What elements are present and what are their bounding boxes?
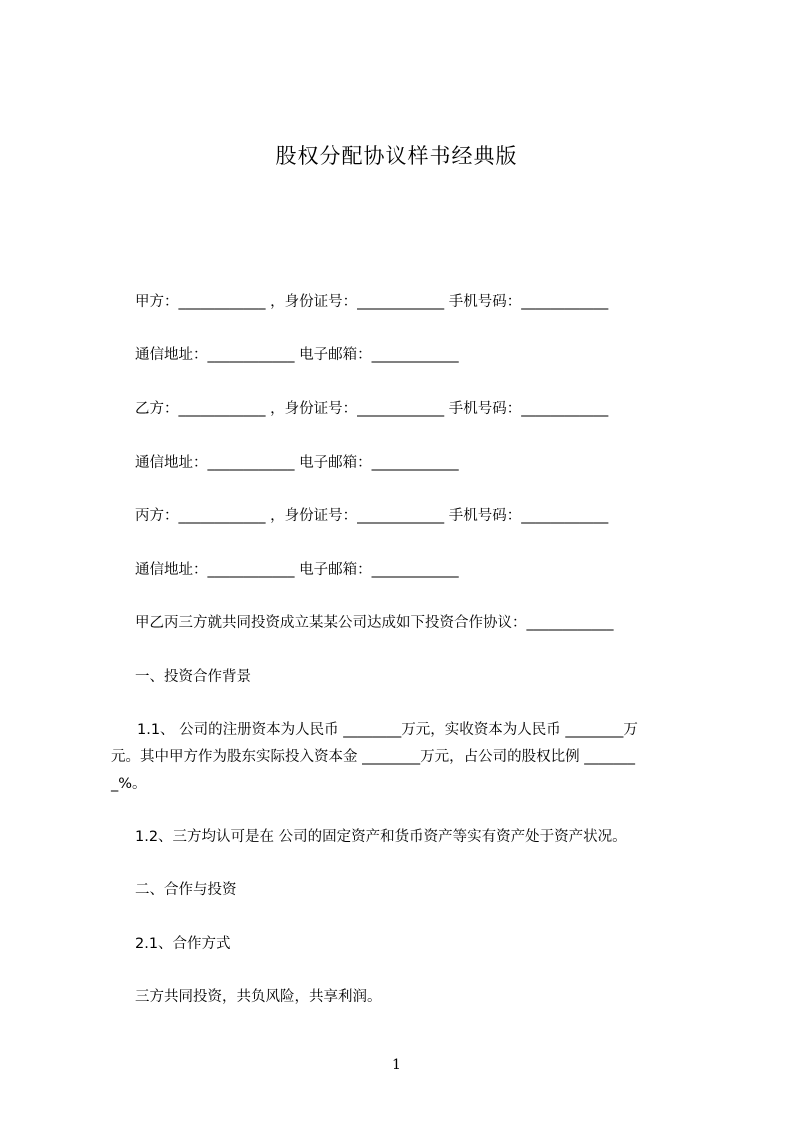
party-a-info-line: 甲方：____________ ，身份证号：____________ 手机号码：____________: [135, 294, 609, 310]
clause-2-1-text: 三方共同投资，共负风险，共享利润。: [135, 989, 382, 1005]
party-c-address-line: 通信地址：____________ 电子邮箱：____________: [135, 562, 459, 578]
section2-heading: 二、合作与投资: [135, 882, 237, 898]
party-b-info-line: 乙方：____________ ，身份证号：____________ 手机号码：____________: [135, 401, 609, 417]
section1-heading: 一、投资合作背景: [135, 669, 251, 685]
document-title: 股权分配协议样书经典版: [275, 144, 518, 168]
clause-2-1-heading: 2.1、合作方式: [135, 936, 231, 952]
clause-1-1-line-2: 元。其中甲方作为股东实际投入资本金 ________万元，占公司的股权比例 _______: [111, 749, 635, 765]
clause-1-2: 1.2、三方均认可是在 公司的固定资产和货币资产等实有资产处于资产状况。: [135, 829, 627, 845]
party-a-address-line: 通信地址：____________ 电子邮箱：____________: [135, 347, 459, 363]
intro-line: 甲乙丙三方就共同投资成立某某公司达成如下投资合作协议：____________: [135, 615, 614, 631]
party-b-address-line: 通信地址：____________ 电子邮箱：____________: [135, 455, 459, 471]
clause-1-1-line-1: 1.1、 公司的注册资本为人民币 ________万元，实收资本为人民币 ________万: [137, 722, 638, 738]
page-number: 1: [392, 1057, 401, 1073]
party-c-info-line: 丙方：____________ ，身份证号：____________ 手机号码：____________: [135, 508, 609, 524]
clause-1-1-line-3: _%。: [111, 776, 147, 792]
